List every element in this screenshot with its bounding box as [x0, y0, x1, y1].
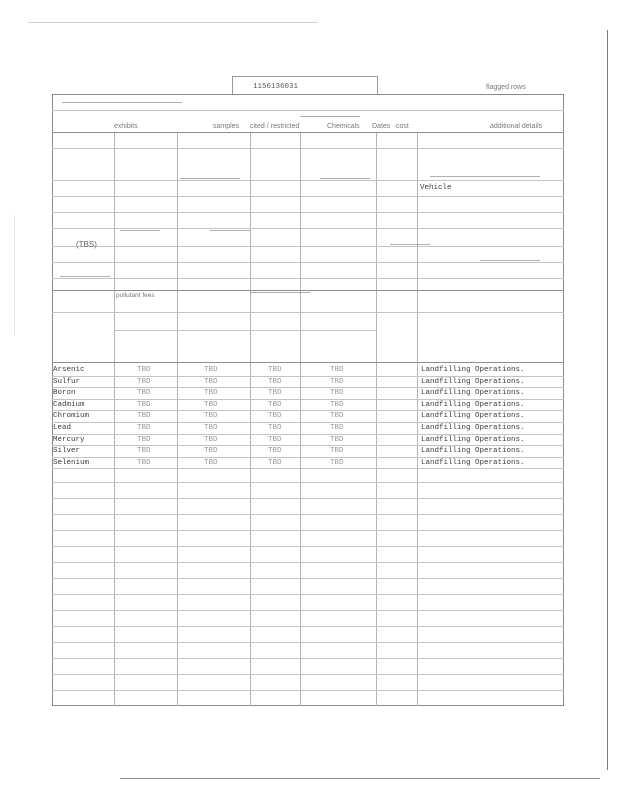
row-cell-notes: Landfilling Operations.	[421, 424, 525, 432]
grid-line	[52, 690, 564, 691]
scan-stroke	[60, 276, 110, 277]
section-label: pollutant fees	[116, 292, 155, 299]
grid-line	[52, 562, 564, 563]
row-cell-c5: TBD	[330, 412, 344, 421]
table-row	[0, 400, 619, 412]
row-cell-notes: Landfilling Operations.	[421, 366, 525, 374]
table-row	[0, 411, 619, 423]
grid-line	[52, 626, 564, 627]
row-cell-c2: TBD	[137, 435, 151, 444]
row-cell-name: Selenium	[53, 458, 90, 467]
table-row	[0, 458, 619, 470]
column-header-c2: samples	[213, 123, 240, 130]
grid-line	[52, 278, 564, 279]
grid-line	[52, 262, 564, 263]
column-header-c6: cost	[396, 123, 409, 130]
row-cell-c4: TBD	[268, 400, 282, 409]
row-cell-c5: TBD	[330, 424, 344, 432]
row-cell-notes: Landfilling Operations.	[421, 377, 525, 386]
row-cell-name: Cadmium	[53, 400, 85, 409]
row-cell-c5: TBD	[330, 447, 344, 456]
grid-line	[52, 642, 564, 643]
grid-line	[52, 228, 564, 229]
grid-line	[52, 498, 564, 499]
vehicle-note: Vehicle	[420, 184, 452, 192]
row-cell-notes: Landfilling Operations.	[421, 458, 525, 467]
row-cell-c4: TBD	[268, 377, 282, 386]
grid-line	[52, 148, 564, 149]
row-cell-notes: Landfilling Operations.	[421, 400, 525, 409]
scan-left-mark	[14, 215, 15, 335]
row-cell-name: Arsenic	[53, 366, 85, 374]
row-cell-c4: TBD	[268, 366, 282, 374]
row-cell-c4: TBD	[268, 435, 282, 444]
row-cell-notes: Landfilling Operations.	[421, 412, 525, 421]
table-row	[0, 435, 619, 447]
grid-line	[52, 132, 564, 133]
table-row	[0, 446, 619, 458]
scan-stroke	[430, 176, 540, 177]
column-header-name: exhibits	[114, 123, 138, 130]
row-cell-c4: TBD	[268, 458, 282, 467]
scan-stroke	[480, 260, 540, 261]
row-cell-c2: TBD	[137, 412, 151, 421]
table-row	[0, 423, 619, 435]
scan-stroke	[180, 178, 240, 179]
grid-line	[52, 594, 564, 595]
row-cell-c4: TBD	[268, 412, 282, 421]
grid-line	[52, 674, 564, 675]
top-right-label: flagged rows	[486, 84, 526, 91]
scan-stroke	[250, 292, 310, 293]
row-cell-c4: TBD	[268, 389, 282, 398]
grid-line	[52, 312, 564, 313]
grid-line	[52, 530, 564, 531]
scan-stroke	[320, 178, 370, 179]
grid-line	[52, 546, 564, 547]
row-cell-notes: Landfilling Operations.	[421, 447, 525, 456]
row-cell-c3: TBD	[204, 389, 218, 398]
table-row	[0, 377, 619, 389]
stamp-box	[232, 76, 378, 95]
grid-line	[52, 658, 564, 659]
scan-stroke	[300, 116, 360, 117]
row-cell-c2: TBD	[137, 366, 151, 374]
row-cell-notes: Landfilling Operations.	[421, 389, 525, 398]
row-cell-name: Lead	[53, 424, 72, 432]
row-cell-c3: TBD	[204, 424, 218, 432]
row-cell-name: Silver	[53, 447, 81, 456]
row-cell-c5: TBD	[330, 400, 344, 409]
row-cell-c3: TBD	[204, 400, 218, 409]
grid-line	[52, 212, 564, 213]
scan-stroke	[120, 230, 160, 231]
grid-line	[52, 482, 564, 483]
row-cell-c3: TBD	[204, 435, 218, 444]
grid-line	[52, 610, 564, 611]
grid-line	[114, 330, 376, 331]
column-header-c3: cited / restricted	[250, 123, 300, 130]
row-cell-name: Boron	[53, 389, 76, 398]
scan-stroke	[62, 102, 182, 103]
row-cell-c3: TBD	[204, 458, 218, 467]
grid-line	[52, 290, 564, 291]
scan-top-edge	[28, 22, 318, 23]
row-cell-name: Chromium	[53, 412, 90, 421]
row-cell-c5: TBD	[330, 435, 344, 444]
scan-bottom-edge	[120, 778, 600, 779]
row-cell-c2: TBD	[137, 424, 151, 432]
grid-line	[52, 514, 564, 515]
tbs-label: (TBS)	[76, 240, 97, 249]
row-cell-c3: TBD	[204, 366, 218, 374]
grid-line	[52, 246, 564, 247]
row-cell-c2: TBD	[137, 389, 151, 398]
column-header-c5: Dates	[372, 123, 391, 130]
row-cell-c3: TBD	[204, 447, 218, 456]
row-cell-name: Sulfur	[53, 377, 81, 386]
row-cell-c2: TBD	[137, 447, 151, 456]
column-header-c4: Chemicals	[327, 123, 360, 130]
grid-line	[52, 196, 564, 197]
row-cell-c2: TBD	[137, 377, 151, 386]
grid-line	[52, 110, 564, 111]
row-cell-c4: TBD	[268, 447, 282, 456]
grid-line	[52, 578, 564, 579]
scan-stroke	[210, 230, 250, 231]
table-row	[0, 388, 619, 400]
row-cell-c5: TBD	[330, 377, 344, 386]
row-cell-c2: TBD	[137, 400, 151, 409]
row-divider	[52, 468, 564, 469]
row-cell-c4: TBD	[268, 424, 282, 432]
row-cell-notes: Landfilling Operations.	[421, 435, 525, 444]
table-row	[0, 365, 619, 377]
row-cell-c5: TBD	[330, 458, 344, 467]
row-cell-c5: TBD	[330, 366, 344, 374]
scan-stroke	[390, 244, 430, 245]
grid-line	[52, 362, 564, 363]
column-header-notes: additional details	[490, 123, 543, 130]
row-cell-c3: TBD	[204, 412, 218, 421]
row-cell-name: Mercury	[53, 435, 85, 444]
row-cell-c5: TBD	[330, 389, 344, 398]
grid-line	[52, 180, 564, 181]
stamp-number: 1156136031	[253, 83, 299, 91]
row-cell-c3: TBD	[204, 377, 218, 386]
row-cell-c2: TBD	[137, 458, 151, 467]
